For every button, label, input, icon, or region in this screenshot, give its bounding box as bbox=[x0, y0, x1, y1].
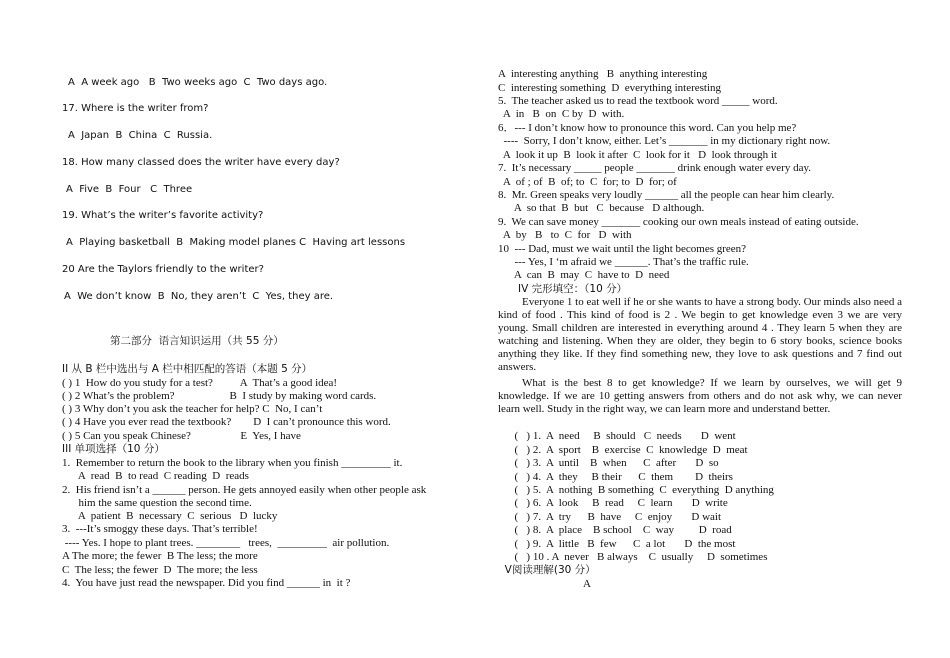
section5-subtitle: A bbox=[583, 578, 591, 590]
mc-line: A so that B but C because D although. bbox=[498, 202, 705, 214]
q19-question: 19. What’s the writer’s favorite activity? bbox=[62, 210, 264, 221]
cloze-option-row: ( ) 3. A until B when C after D so bbox=[498, 457, 719, 469]
mc-line: A patient B necessary C serious D lucky bbox=[62, 510, 278, 522]
q17-question: 17. Where is the writer from? bbox=[62, 103, 209, 114]
mc-line: C interesting something D everything interesting bbox=[498, 82, 722, 94]
mc-line: 2. His friend isn’t a ______ person. He gets annoyed easily when other people ask bbox=[62, 484, 427, 496]
cloze-option-row: ( ) 4. A they B their C them D theirs bbox=[498, 471, 733, 483]
q20-options: A We don’t know B No, they aren’t C Yes, they are. bbox=[64, 291, 334, 302]
mc-line: 6．--- I don’t know how to pronounce this word. Can you help me? bbox=[498, 122, 797, 134]
part2-title: 第二部分 语言知识运用（共 55 分） bbox=[110, 335, 284, 347]
mc-line: --- Yes, I ‘m afraid we ______. That’s the traffic rule. bbox=[498, 256, 749, 268]
mc-line: A read B to read C reading D reads bbox=[62, 470, 249, 482]
section4-title: IV 完形填空：（10 分） bbox=[498, 283, 628, 295]
match-item: ( ) 3 Why don’t you ask the teacher for help? C No, I can’t bbox=[62, 403, 323, 415]
mc-line: 3. ---It’s smoggy these days. That’s terrible! bbox=[62, 523, 258, 535]
mc-line: 4. You have just read the newspaper. Did you find ______ in it ? bbox=[62, 577, 351, 589]
cloze-paragraph: Everyone 1 to eat well if he or she wants to have a strong body. Our minds also need a kind of food . This kind of food is 2 . We begin to get knowledge even 3 we are very young. Small children are interested in everything around 4 . They learn 5 when they are watching and listening. When they are older, they begin to 6 story books, science books anything they like. If they find something new, they love to ask questions and 7 find out answers. bbox=[498, 296, 902, 373]
cloze-paragraph: What is the best 8 to get knowledge? If we learn by ourselves, we will get 9 knowledge. If we are 10 getting answers from others and do not ask why, we can never learn well. Study in the right way, we can learn more and understand better. bbox=[498, 377, 902, 415]
section2-title: II 从 B 栏中选出与 A 栏中相匹配的答语（本题 5 分） bbox=[62, 363, 313, 375]
q17-options: A Japan B China C Russia. bbox=[68, 130, 213, 141]
cloze-option-row: ( ) 1. A need B should C needs D went bbox=[498, 430, 736, 442]
cloze-option-row: ( ) 5. A nothing B something C everything D anything bbox=[498, 484, 774, 496]
q18-options: A Five B Four C Three bbox=[66, 184, 193, 195]
mc-line: A interesting anything B anything interesting bbox=[498, 68, 708, 80]
mc-line: A by B to C for D with bbox=[498, 229, 632, 241]
section5-title: V阅读理解(30 分） bbox=[498, 564, 596, 576]
cloze-option-row: ( ) 2. A sport B exercise C knowledge D meat bbox=[498, 444, 748, 456]
mc-line: 5. The teacher asked us to read the textbook word _____ word. bbox=[498, 95, 778, 107]
cloze-option-row: ( ) 9. A little B few C a lot D the most bbox=[498, 538, 736, 550]
mc-line: 10 --- Dad, must we wait until the light becomes green? bbox=[498, 243, 747, 255]
mc-line: 1. Remember to return the book to the library when you finish _________ it. bbox=[62, 457, 403, 469]
mc-line: 7. It’s necessary _____ people _______ drink enough water every day. bbox=[498, 162, 812, 174]
cloze-option-row: ( ) 10 . A never B always C usually D sometimes bbox=[498, 551, 768, 563]
mc-line: 9. We can save money _______ cooking our own meals instead of eating outside. bbox=[498, 216, 859, 228]
match-item: ( ) 4 Have you ever read the textbook? D I can’t pronounce this word. bbox=[62, 416, 391, 428]
mc-line: A look it up B look it after C look for it D look through it bbox=[498, 149, 777, 161]
match-item: ( ) 1 How do you study for a test? A That’s a good idea! bbox=[62, 377, 338, 389]
mc-line: ---- Yes. I hope to plant trees. ________ trees, _________ air pollution. bbox=[62, 537, 390, 549]
mc-line: A of ; of B of; to C for; to D for; of bbox=[498, 176, 677, 188]
mc-line: C The less; the fewer D The more; the less bbox=[62, 564, 258, 576]
q18-question: 18. How many classed does the writer have every day? bbox=[62, 157, 340, 168]
mc-line: him the same question the second time. bbox=[62, 497, 252, 509]
cloze-option-row: ( ) 7. A try B have C enjoy D wait bbox=[498, 511, 722, 523]
cloze-option-row: ( ) 6. A look B read C learn D write bbox=[498, 497, 728, 509]
mc-line: A The more; the fewer B The less; the more bbox=[62, 550, 258, 562]
mc-line: A in B on C by D with. bbox=[498, 108, 625, 120]
section3-title: III 单项选择（10 分） bbox=[62, 443, 165, 455]
mc-line: A can B may C have to D need bbox=[498, 269, 670, 281]
mc-line: 8. Mr. Green speaks very loudly ______ all the people can hear him clearly. bbox=[498, 189, 835, 201]
mc-line: ---- Sorry, I don’t know, either. Let’s _______ in my dictionary right now. bbox=[498, 135, 831, 147]
cloze-option-row: ( ) 8. A place B school C way D road bbox=[498, 524, 732, 536]
q19-options: A Playing basketball B Making model planes C Having art lessons bbox=[66, 237, 406, 248]
q16-options: A A week ago B Two weeks ago C Two days ago. bbox=[68, 77, 328, 88]
match-item: ( ) 2 What’s the problem? B I study by making word cards. bbox=[62, 390, 377, 402]
match-item: ( ) 5 Can you speak Chinese? E Yes, I have bbox=[62, 430, 301, 442]
q20-question: 20 Are the Taylors friendly to the writer? bbox=[62, 264, 264, 275]
